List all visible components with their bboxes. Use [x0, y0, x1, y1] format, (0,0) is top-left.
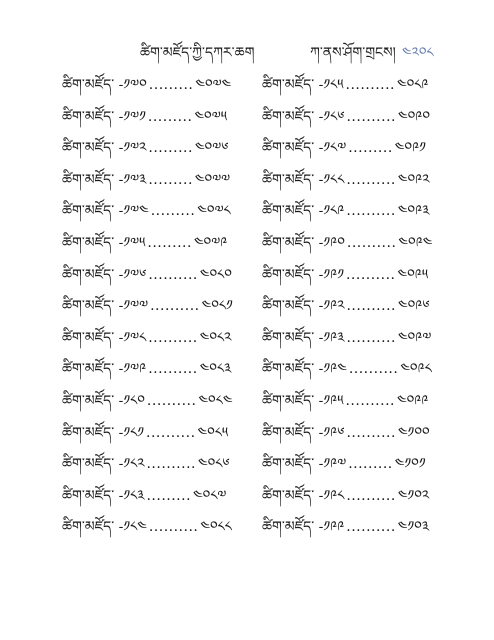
toc-entry-label: ཚིག་མཛོད་ -༡༩༡	[262, 266, 344, 283]
toc-leader-dots: ..........	[148, 361, 198, 378]
toc-entry-page-number: ༤༠༨༡	[201, 298, 233, 315]
toc-entry[interactable]	[62, 194, 262, 226]
toc-entry-label: ཚིག་མཛོད་ -༡༧༡	[62, 108, 146, 125]
toc-leader-dots: .........	[148, 140, 193, 157]
toc-entry[interactable]	[262, 416, 462, 448]
toc-leader-dots: ..........	[345, 266, 396, 283]
toc-leader-dots: ..........	[148, 329, 198, 346]
toc-entry-label: ཚིག་མཛོད་ -༡༨༠	[62, 392, 145, 409]
toc-entry-page-number: ༤༠༧༤	[195, 77, 232, 93]
toc-leader-dots: ..........	[346, 203, 396, 220]
toc-entry[interactable]	[62, 479, 262, 511]
toc-entry-page-number: ༤༠༩༧	[397, 329, 432, 346]
toc-leader-dots: .........	[348, 140, 393, 157]
toc-entry[interactable]	[62, 226, 262, 258]
toc-leader-dots: ..........	[146, 424, 196, 441]
toc-entry[interactable]	[62, 352, 262, 384]
toc-entry[interactable]	[62, 131, 262, 163]
toc-entry-page-number: ༤༠༨༢	[199, 329, 232, 346]
toc-entry[interactable]	[62, 68, 262, 100]
toc-entry-page-number: ༤༠༧༧	[194, 171, 231, 188]
toc-entry-label: ཚིག་མཛོད་ -༡༧༠	[62, 77, 147, 93]
page-header	[0, 32, 494, 61]
toc-leader-dots: ..........	[346, 108, 396, 125]
toc-entry[interactable]	[262, 68, 462, 100]
toc-leader-dots: ..........	[346, 487, 396, 504]
toc-leader-dots: .........	[348, 456, 393, 473]
toc-entry[interactable]	[262, 352, 462, 384]
toc-entry-label: ཚིག་མཛོད་ -༡༧༧	[62, 298, 149, 315]
toc-entry-page-number: ༤༠༧༥	[194, 108, 227, 125]
toc-entry-label: ཚིག་མཛོད་ -༡༨༩	[262, 203, 345, 220]
toc-leader-dots: ..........	[148, 519, 199, 536]
toc-leader-dots: .........	[150, 203, 196, 220]
toc-column-right	[262, 68, 462, 542]
toc-entry[interactable]	[62, 447, 262, 479]
toc-entry-label: ཚིག་མཛོད་ -༡༩༩	[262, 519, 345, 536]
toc-entry-page-number: ༤༠༩༤	[398, 234, 433, 251]
toc-entry-page-number: ༤༠༨༨	[200, 519, 232, 536]
toc-entry-label: ཚིག་མཛོད་ -༡༩༠	[262, 234, 345, 251]
toc-entry[interactable]	[262, 510, 462, 542]
toc-leader-dots: ..........	[150, 298, 200, 315]
toc-leader-dots: .........	[147, 234, 192, 251]
toc-entry[interactable]	[262, 479, 462, 511]
toc-entry-label: ཚིག་མཛོད་ -༡༨༨	[262, 171, 345, 188]
toc-entry[interactable]	[62, 384, 262, 416]
toc-entry-label: ཚིག་མཛོད་ -༡༧༤	[62, 203, 149, 220]
toc-entry-label: ཚིག་མཛོད་ -༡༩༣	[262, 329, 345, 346]
toc-entry-label: ཚིག་མཛོད་ -༡༩༨	[262, 487, 345, 504]
toc-entry[interactable]	[262, 194, 462, 226]
toc-entry-page-number: ༤༠༩༩	[396, 392, 429, 409]
toc-entry-page-number: ༤༠༨༦	[198, 456, 230, 473]
toc-entry-label: ཚིག་མཛོད་ -༡༩༤	[262, 361, 347, 378]
toc-entry-page-number: ༤༠༨༥	[197, 424, 229, 441]
toc-entry-page-number: ༤༠༩༡	[394, 140, 426, 157]
toc-entry[interactable]	[62, 258, 262, 290]
toc-entry[interactable]	[262, 384, 462, 416]
toc-leader-dots: ..........	[345, 77, 396, 93]
toc-entry[interactable]	[262, 321, 462, 353]
toc-leader-dots: .........	[146, 487, 192, 504]
toc-entry-page-number: ༤༠༩༠	[397, 108, 431, 125]
toc-leader-dots: ..........	[346, 298, 396, 315]
toc-entry-label: ཚིག་མཛོད་ -༡༨༣	[62, 487, 145, 504]
toc-entry-label: ཚིག་མཛོད་ -༡༩༢	[262, 298, 345, 315]
toc-entry[interactable]	[62, 510, 262, 542]
toc-leader-dots: ..........	[146, 456, 196, 473]
toc-entry-label: ཚིག་མཛོད་ -༡༧༥	[62, 234, 146, 251]
page-title: ཚིག་མཛོད་ཀྱི་དཀར་ཆག	[140, 45, 255, 61]
toc-entry[interactable]	[262, 289, 462, 321]
page-number: ༤༢༠༨	[402, 45, 434, 61]
toc-entry-label: ཚིག་མཛོད་ -༡༨༤	[62, 519, 147, 536]
toc-leader-dots: ..........	[345, 392, 395, 409]
toc-entry-label: ཚིག་མཛོད་ -༡༩༥	[262, 392, 344, 409]
page-subtitle: ཀ་ནས་ཤོག་གྲངས།	[310, 45, 396, 61]
toc-entry-page-number: ༤༠༩༢	[397, 171, 430, 188]
toc-entry-label: ཚིག་མཛོད་ -༡༨༦	[262, 108, 345, 125]
toc-entry-label: ཚིག་མཛོད་ -༡༨༡	[62, 424, 145, 441]
toc-entry-label: ཚིག་མཛོད་ -༡༧༢	[62, 140, 147, 157]
toc-entry-page-number: ༤༠༩༨	[400, 361, 432, 378]
toc-column-left	[62, 68, 262, 542]
toc-leader-dots: ..........	[348, 361, 399, 378]
toc-entry-label: ཚིག་མཛོད་ -༡༩༦	[262, 424, 345, 441]
toc-leader-dots: ..........	[346, 424, 396, 441]
toc-entry-page-number: ༤༠༧༦	[194, 140, 229, 157]
toc-leader-dots: ..........	[146, 392, 197, 409]
toc-entry-page-number: ༤༠༧༨	[197, 203, 231, 220]
toc-leader-dots: .........	[147, 108, 193, 125]
toc-entry-page-number: ༤༡༠༠	[397, 424, 430, 441]
toc-entry[interactable]	[262, 100, 462, 132]
toc-entry-page-number: ༤༡༠༡	[394, 456, 426, 473]
toc-entry[interactable]	[62, 289, 262, 321]
toc-entry-label: ཚིག་མཛོད་ -༡༧༨	[62, 329, 147, 346]
toc-entry-label: ཚིག་མཛོད་ -༡༨༥	[262, 77, 344, 93]
toc-entry-page-number: ༤༠༨༩	[397, 77, 429, 93]
toc-entry-label: ཚིག་མཛོད་ -༡༧༣	[62, 171, 147, 188]
toc-entry-page-number: ༤༠༨༤	[198, 392, 233, 409]
toc-entry-page-number: ༤༠༩༥	[397, 266, 429, 283]
toc-entry-label: ཚིག་མཛོད་ -༡༨༧	[262, 140, 347, 157]
toc-entry[interactable]	[262, 447, 462, 479]
toc-entry[interactable]	[62, 163, 262, 195]
toc-leader-dots: .........	[148, 171, 193, 188]
toc-entry[interactable]	[262, 163, 462, 195]
toc-entry-page-number: ༤༠༨༧	[193, 487, 227, 504]
toc-entry-page-number: ༤༠༨༠	[199, 266, 232, 283]
toc-leader-dots: ..........	[346, 519, 396, 536]
toc-entry-page-number: ༤༠༨༣	[199, 361, 232, 378]
toc-leader-dots: ..........	[346, 329, 396, 346]
toc-entry-label: ཚིག་མཛོད་ -༡༧༩	[62, 361, 147, 378]
toc-leader-dots: ..........	[148, 266, 198, 283]
toc-entry-page-number: ༤༠༧༩	[193, 234, 228, 251]
toc-entry-page-number: ༤༡༠༢	[397, 487, 430, 504]
toc-entry-label: ཚིག་མཛོད་ -༡༨༢	[62, 456, 145, 473]
toc-entry-page-number: ༤༡༠༣	[397, 519, 430, 536]
toc-entry-page-number: ༤༠༩༦	[397, 298, 430, 315]
toc-leader-dots: .........	[148, 77, 194, 93]
toc-entry-label: ཚིག་མཛོད་ -༡༧༦	[62, 266, 147, 283]
toc-leader-dots: ..........	[346, 171, 396, 188]
toc-entry[interactable]	[262, 131, 462, 163]
toc-entry-label: ཚིག་མཛོད་ -༡༩༧	[262, 456, 347, 473]
toc-leader-dots: ..........	[346, 234, 397, 251]
toc-entry[interactable]	[62, 100, 262, 132]
toc-entry-page-number: ༤༠༩༣	[397, 203, 430, 220]
toc-entry[interactable]	[262, 226, 462, 258]
